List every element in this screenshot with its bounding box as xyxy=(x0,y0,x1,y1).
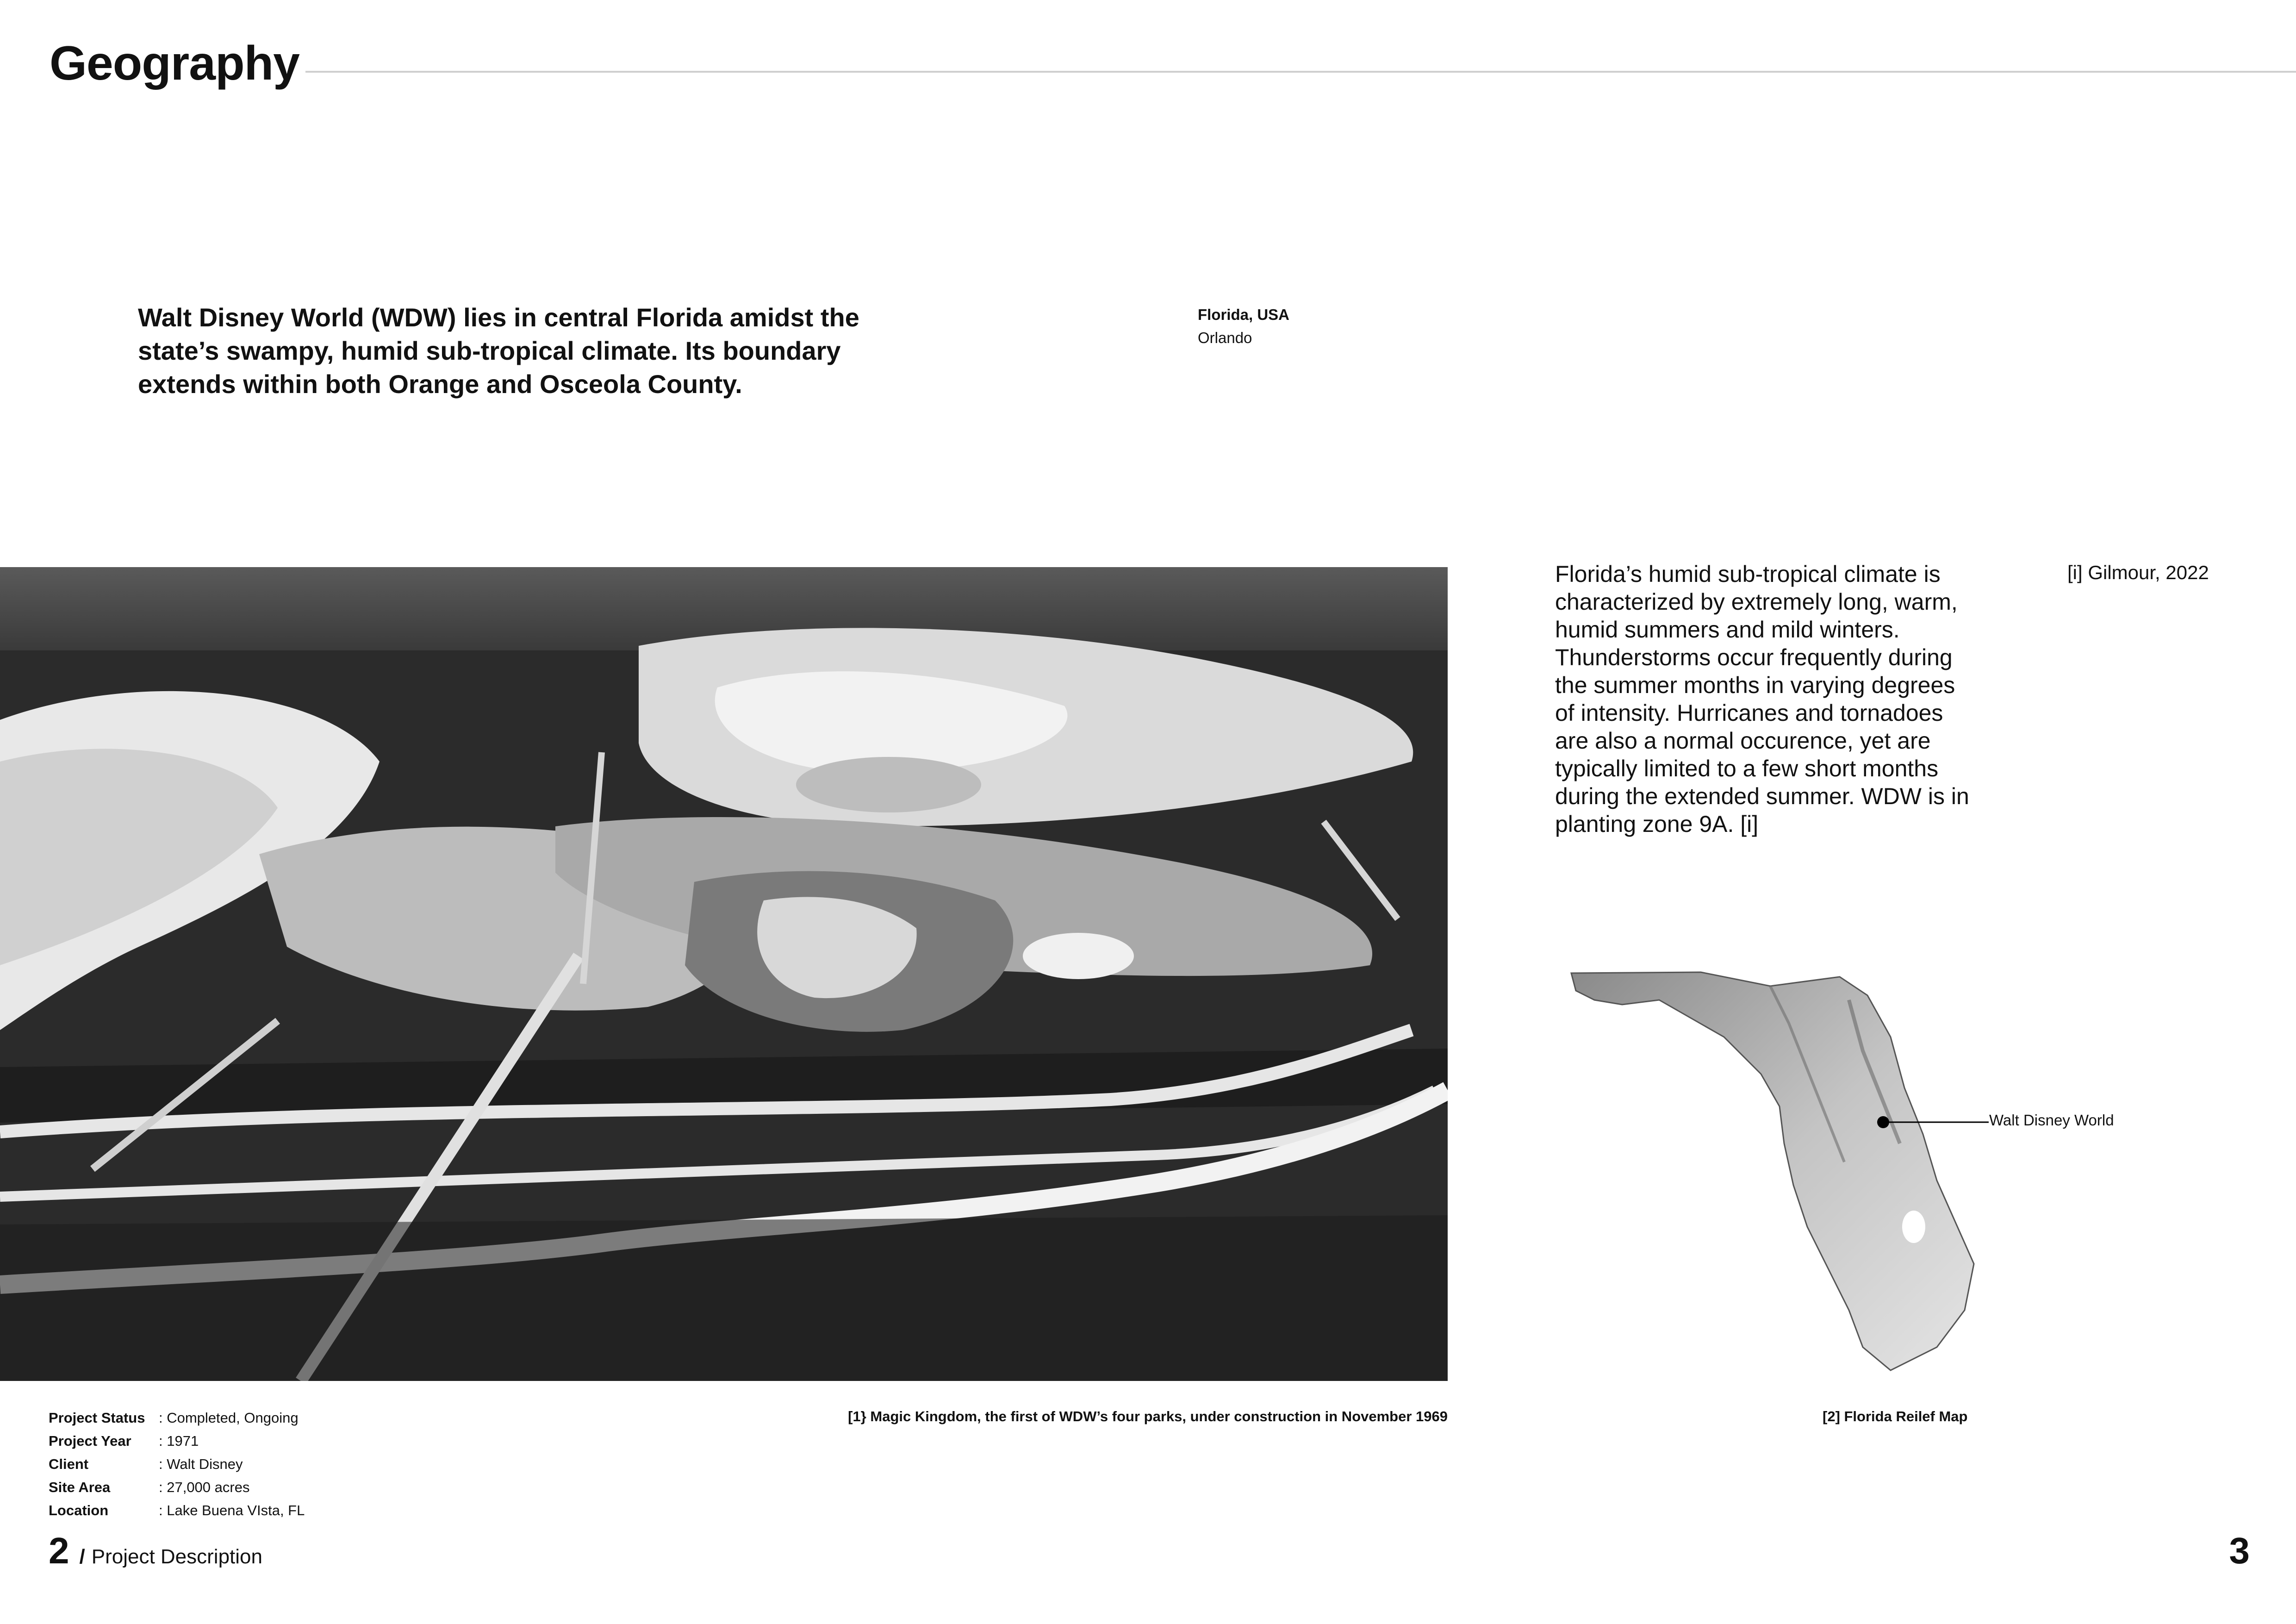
spec-label: Project Year xyxy=(49,1433,131,1449)
spec-value: : Completed, Ongoing xyxy=(159,1410,299,1426)
florida-relief-map xyxy=(1567,968,1983,1375)
spec-label: Project Status xyxy=(49,1410,145,1426)
footer-left xyxy=(49,1532,262,1569)
spec-row-location xyxy=(49,1499,305,1522)
photo-caption: [1} Magic Kingdom, the first of WDW’s four parks, under construction in November 1969 xyxy=(848,1408,1448,1424)
left-page-number: 2 xyxy=(49,1530,69,1571)
spec-row-client xyxy=(49,1453,305,1476)
location-state: Florida, USA xyxy=(1198,306,1290,323)
spec-value: : Lake Buena VIsta, FL xyxy=(159,1502,305,1518)
citation: [i] Gilmour, 2022 xyxy=(2067,562,2209,583)
location-city: Orlando xyxy=(1198,329,1252,346)
title-rule xyxy=(305,71,2296,73)
spec-label: Site Area xyxy=(49,1479,111,1495)
map-caption: [2] Florida Reilef Map xyxy=(1823,1408,1968,1424)
project-specs xyxy=(49,1406,305,1522)
spec-label: Client xyxy=(49,1456,89,1472)
spec-value: : 1971 xyxy=(159,1433,199,1449)
wdw-map-label: Walt Disney World xyxy=(1989,1112,2114,1129)
right-page-number: 3 xyxy=(2229,1530,2250,1571)
climate-paragraph: Florida’s humid sub-tropical climate is characterized by extremely long, warm, humid summers and mild winters. Thunderstorms occur frequently during the summer months in varying degrees of intensity. Hurricanes and tornadoes are also a normal occurence, yet are typically limited to a few short months during the extended summer. WDW is in planting zone 9A. [i] xyxy=(1555,561,1969,837)
spec-row-year xyxy=(49,1430,305,1453)
aerial-photo xyxy=(0,567,1448,1381)
aerial-photo-graphic xyxy=(0,567,1448,1381)
spec-value: : Walt Disney xyxy=(159,1456,243,1472)
footer-separator: / xyxy=(79,1545,85,1568)
spec-row-area xyxy=(49,1476,305,1499)
spec-label: Location xyxy=(49,1502,109,1518)
intro-paragraph: Walt Disney World (WDW) lies in central Florida amidst the state’s swampy, humid sub-tropical climate. Its boundary extends within both Orange and Osceola County. xyxy=(138,303,859,399)
spec-value: : 27,000 acres xyxy=(159,1479,250,1495)
page-title: Geography xyxy=(50,37,299,90)
florida-outline xyxy=(1571,972,1974,1370)
footer-section-title: Project Description xyxy=(91,1545,262,1568)
location-block xyxy=(1198,303,1289,350)
florida-map-graphic xyxy=(1567,968,1983,1375)
spec-row-status xyxy=(49,1406,305,1430)
